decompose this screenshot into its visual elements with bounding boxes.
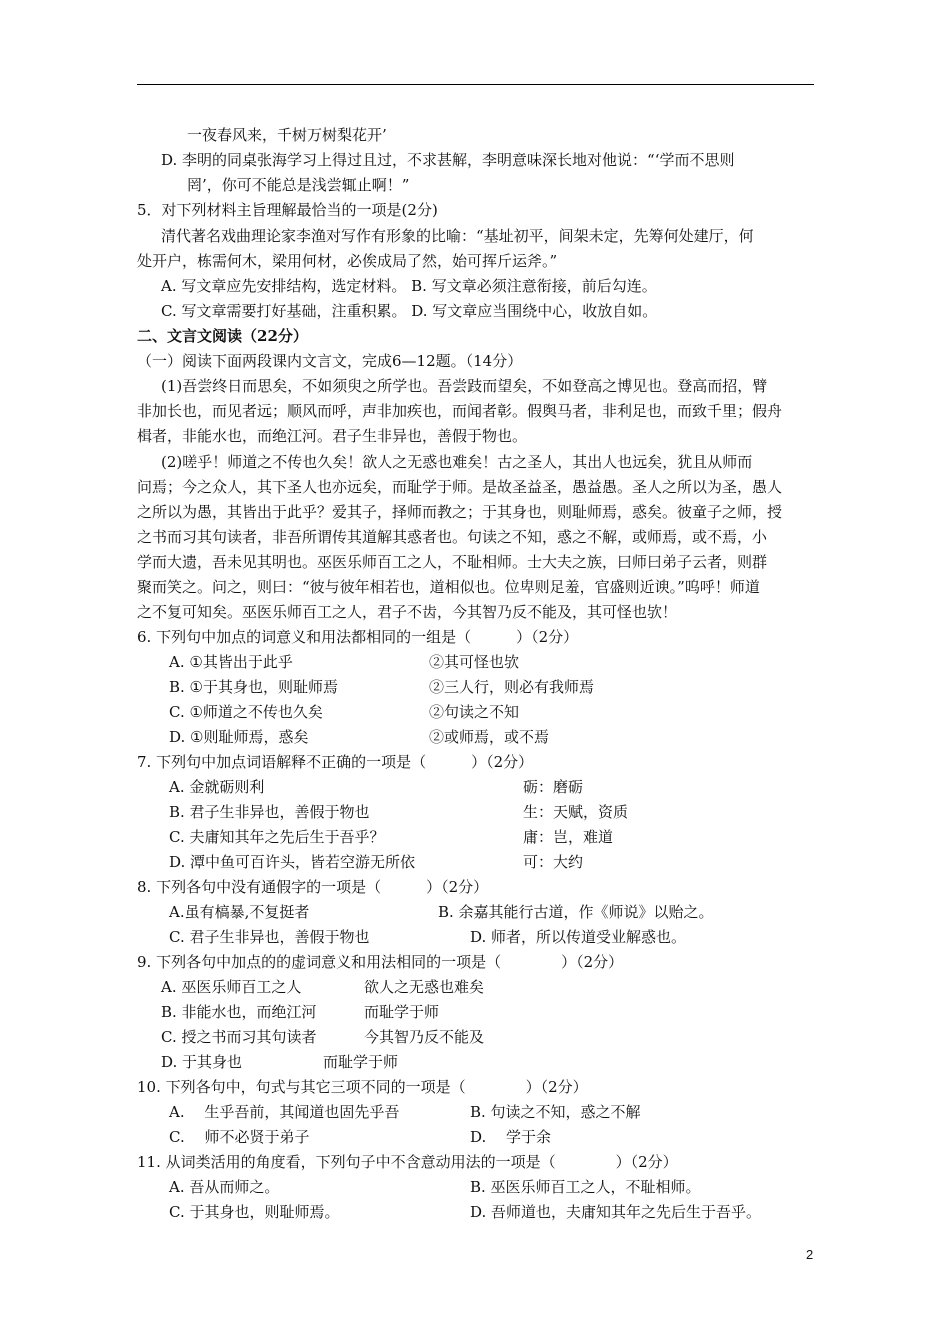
question-7: 7. 下列句中加点词语解释不正确的一项是（ ）（2分） <box>137 753 534 771</box>
section-heading: 二、文言文阅读（22分） <box>137 327 308 345</box>
option-text: D. ①则耻师焉，惑矣 <box>169 728 309 746</box>
passage-1: (1)吾尝终日而思矣，不如须臾之所学也。吾尝跂而望矣，不如登高之博见也。登高而招，臂 <box>161 377 768 395</box>
option-text: ②或师焉，或不焉 <box>429 728 550 746</box>
option-text: A. ①其皆出于此乎 <box>169 653 293 671</box>
passage-line: 之书而习其句读者，非吾所谓传其道解其惑者也。句读之不知，惑之不解，或师焉，或不焉，小 <box>137 528 768 546</box>
header-rule <box>137 84 814 85</box>
page-number: 2 <box>806 1247 814 1262</box>
option-text: A. 生乎吾前，其闻道也固先乎吾 <box>169 1103 400 1121</box>
section-instruction: （一）阅读下面两段课内文言文，完成6—12题。（14分） <box>137 352 523 370</box>
passage-line: 之所以为愚，其皆出于此乎？爱其子，择师而教之；于其身也，则耻师焉，惑矣。彼童子之师，授 <box>137 503 783 521</box>
option-text: A. 金就砺则利 <box>169 778 265 796</box>
option-text: C. 于其身也，则耻师焉。 <box>169 1203 340 1221</box>
passage-line: 学而大遗，吾未见其明也。巫医乐师百工之人，不耻相师。士大夫之族，曰师曰弟子云者，则群 <box>137 553 768 571</box>
option-text: B. 句读之不知，惑之不解 <box>470 1103 641 1121</box>
question-9: 9. 下列各句中加点的的虚词意义和用法相同的一项是（ ）（2分） <box>137 953 624 971</box>
option-gloss: 可：大约 <box>523 853 584 871</box>
passage-line: 非加长也，而见者远；顺风而呼，声非加疾也，而闻者彰。假舆马者，非利足也，而致千里；假舟 <box>137 402 783 420</box>
option-text: 而耻学于师 <box>364 1003 440 1021</box>
option-text: B. 余嘉其能行古道，作《师说》以贻之。 <box>438 903 714 921</box>
option-text: C. 夫庸知其年之先后生于吾乎？ <box>169 828 385 846</box>
passage-line: 问焉；今之众人，其下圣人也亦远矣，而耻学于师。是故圣益圣，愚益愚。圣人之所以为圣，愚人 <box>137 478 783 496</box>
option-text: B. 君子生非异也，善假于物也 <box>169 803 370 821</box>
option-text: D. 于其身也 <box>161 1053 243 1071</box>
question-8: 8. 下列各句中没有通假字的一项是（ ）（2分） <box>137 878 489 896</box>
option-text: B. ①于其身也，则耻师焉 <box>169 678 339 696</box>
option-d: D. 李明的同桌张海学习上得过且过，不求甚解，李明意味深长地对他说：“‘学而不思则 <box>161 151 735 169</box>
option-text: D. 吾师道也，夫庸知其年之先后生于吾乎。 <box>470 1203 762 1221</box>
question-5: 5．对下列材料主旨理解最恰当的一项是(2分) <box>137 201 438 219</box>
option-gloss: 生：天赋，资质 <box>523 803 629 821</box>
option-gloss: 庸：岂，难道 <box>523 828 614 846</box>
options-cd: C. 写文章需要打好基础，注重积累。 D. 写文章应当围绕中心，收放自如。 <box>161 302 658 320</box>
text-line: 一夜春风来，千树万树梨花开’ <box>187 126 387 144</box>
option-text: 而耻学于师 <box>323 1053 399 1071</box>
option-text: A. 巫医乐师百工之人 <box>161 978 302 996</box>
option-text: ②三人行，则必有我师焉 <box>429 678 595 696</box>
passage-line: 楫者，非能水也，而绝江河。君子生非异也，善假于物也。 <box>137 427 528 445</box>
question-10: 10. 下列各句中，句式与其它三项不同的一项是（ ）（2分） <box>137 1078 588 1096</box>
option-text: B. 巫医乐师百工之人，不耻相师。 <box>470 1178 701 1196</box>
option-text: D. 师者，所以传道受业解惑也。 <box>470 928 687 946</box>
option-text: C. 师不必贤于弟子 <box>169 1128 310 1146</box>
passage-2: (2)嗟乎！师道之不传也久矣！欲人之无惑也难矣！古之圣人，其出人也远矣，犹且从师而 <box>161 453 753 471</box>
option-text: C. ①师道之不传也久矣 <box>169 703 323 721</box>
option-text: ②句读之不知 <box>429 703 520 721</box>
option-text: B. 非能水也，而绝江河 <box>161 1003 317 1021</box>
question-6: 6. 下列句中加点的词意义和用法都相同的一组是（ ）（2分） <box>137 628 579 646</box>
option-text: 今其智乃反不能及 <box>364 1028 485 1046</box>
option-text: ②其可怪也欤 <box>429 653 520 671</box>
options-ab: A. 写文章应先安排结构，选定材料。 B. 写文章必须注意衔接，前后勾连。 <box>161 277 657 295</box>
option-text: D. 潭中鱼可百许头，皆若空游无所依 <box>169 853 416 871</box>
option-text: A.虽有槁暴,不复挺者 <box>169 903 310 921</box>
option-text: D. 学于余 <box>470 1128 552 1146</box>
passage-line: 之不复可知矣。巫医乐师百工之人，君子不齿，今其智乃反不能及，其可怪也欤！ <box>137 603 678 621</box>
option-text: C. 君子生非异也，善假于物也 <box>169 928 370 946</box>
text-line: 清代著名戏曲理论家李渔对写作有形象的比喻：“基址初平，间架未定，先筹何处建厅，何 <box>161 227 754 245</box>
option-text: C. 授之书而习其句读者 <box>161 1028 317 1046</box>
text-line: 处开户，栋需何木，梁用何材，必俟成局了然，始可挥斤运斧。” <box>137 252 558 270</box>
question-11: 11. 从词类活用的角度看，下列句子中不含意动用法的一项是（ ）（2分） <box>137 1153 678 1171</box>
option-text: 欲人之无惑也难矣 <box>364 978 485 996</box>
passage-line: 聚而笑之。问之，则曰：“彼与彼年相若也，道相似也。位卑则足羞，官盛则近谀。”呜呼！师道 <box>137 578 760 596</box>
option-gloss: 砺：磨砺 <box>523 778 584 796</box>
text-line: 罔’，你可不能总是浅尝辄止啊！” <box>187 176 410 194</box>
option-text: A. 吾从而师之。 <box>169 1178 280 1196</box>
